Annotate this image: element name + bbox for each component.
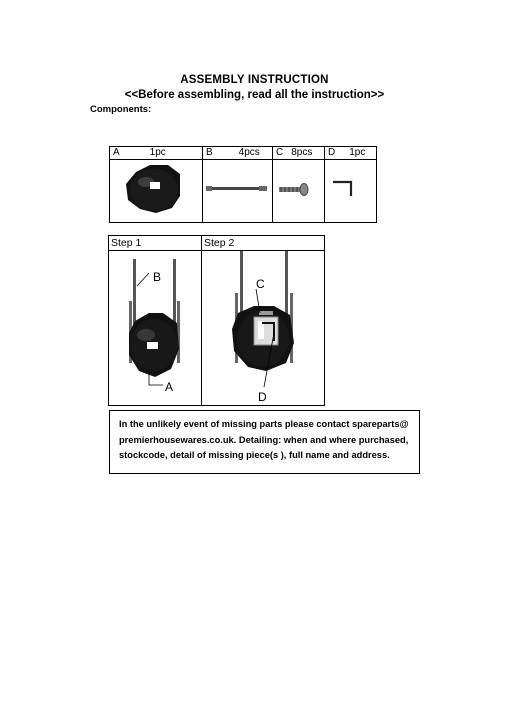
component-image-rod	[203, 160, 272, 222]
components-label: Components:	[90, 104, 152, 115]
missing-parts-notice: In the unlikely event of missing parts please contact spareparts@ premierhousewares.co.uk. Detailing: when and where purchased, stockcode, detail of missing piece(s ), full name and address.	[109, 410, 420, 474]
component-letter: C	[276, 147, 284, 158]
steps-table	[108, 235, 325, 406]
step-2-cell	[202, 236, 324, 405]
component-quantity: 1pc	[149, 147, 166, 158]
component-header	[273, 147, 324, 160]
component-cell-c	[273, 147, 325, 222]
step-2-label: Step 2	[202, 236, 324, 251]
page-title: ASSEMBLY INSTRUCTION	[180, 74, 329, 86]
component-image-base	[110, 160, 202, 222]
component-cell-b	[203, 147, 273, 222]
components-table	[109, 146, 377, 223]
component-quantity: 1pc	[349, 147, 366, 158]
component-letter: D	[328, 147, 336, 158]
threaded-rod-illustration	[203, 160, 272, 223]
component-header	[325, 147, 376, 160]
page-subtitle: <<Before assembling, read all the instruction>>	[124, 89, 385, 101]
allen-key-icon	[325, 160, 375, 223]
callout-a: A	[165, 380, 174, 394]
component-quantity: 4pcs	[238, 147, 260, 158]
component-cell-a	[110, 147, 203, 222]
component-quantity: 8pcs	[291, 147, 313, 158]
component-image-allen-key	[325, 160, 376, 222]
step-1-image	[109, 251, 201, 405]
step-1-illustration	[109, 251, 201, 406]
step-2-illustration	[202, 251, 323, 406]
chair-base-illustration	[110, 160, 202, 223]
callout-c: C	[256, 277, 265, 291]
step-1-cell	[109, 236, 202, 405]
callout-b: B	[153, 270, 162, 284]
callout-d: D	[258, 390, 267, 404]
step-2-image	[202, 251, 324, 405]
component-header	[110, 147, 202, 160]
bolt-illustration	[273, 160, 324, 223]
component-image-bolt	[273, 160, 324, 222]
component-cell-d	[325, 147, 376, 222]
step-1-label: Step 1	[109, 236, 201, 251]
component-letter: A	[113, 147, 120, 158]
component-header	[203, 147, 272, 160]
component-letter: B	[206, 147, 213, 158]
